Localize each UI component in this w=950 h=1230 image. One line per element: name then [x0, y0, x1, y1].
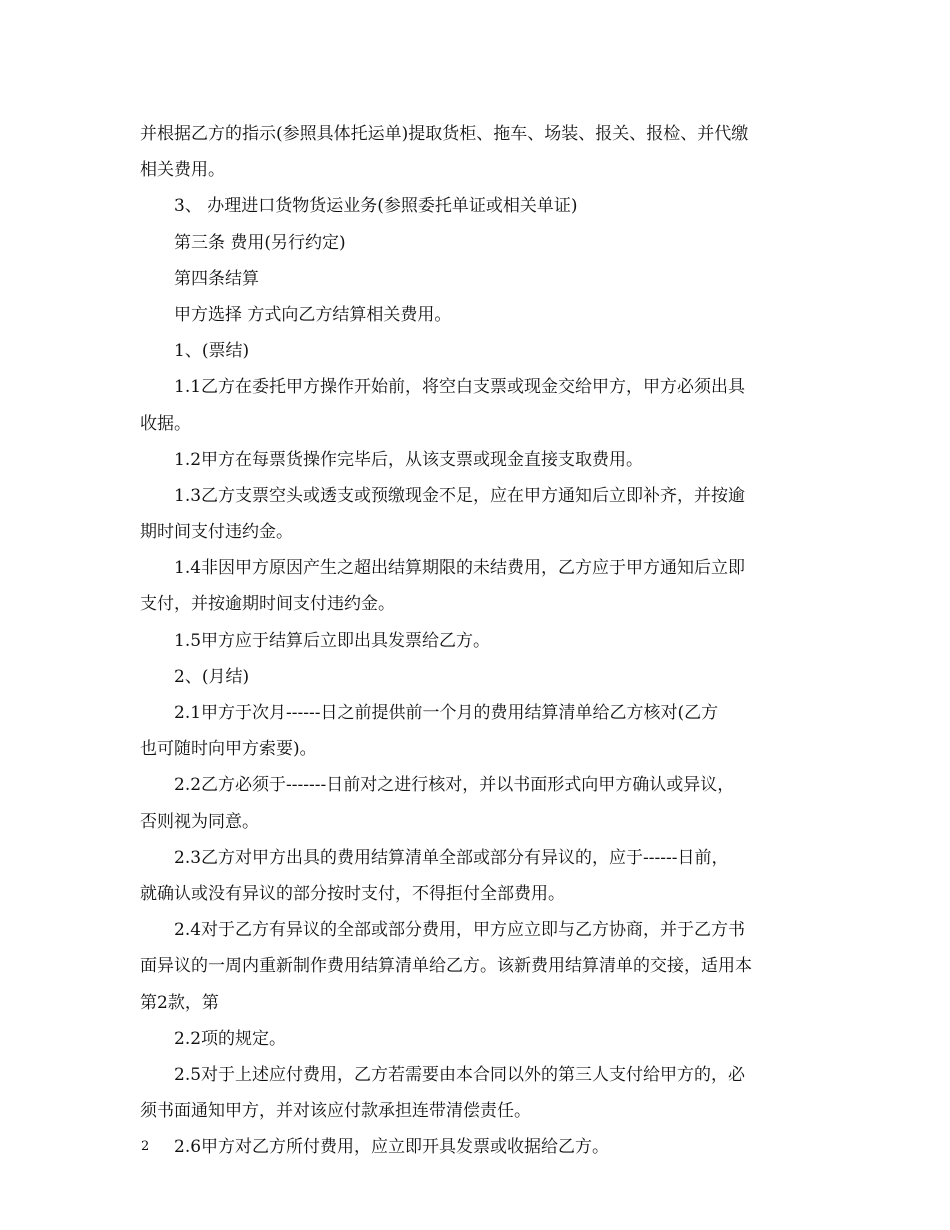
clause-2-2: 2.2乙方必须于-------日前对之进行核对，并以书面形式向甲方确认或异议， — [174, 775, 735, 796]
text-line-6: 甲方选择 方式向乙方结算相关费用。 — [174, 304, 452, 325]
section-1-heading: 1、(票结) — [174, 341, 250, 362]
clause-2-4-cont-2: 第2款，第 — [140, 992, 219, 1013]
article-3-heading: 第三条 费用(另行约定) — [174, 232, 346, 253]
page-number: 2 — [141, 1139, 150, 1154]
clause-1-5: 1.5甲方应于结算后立即出具发票给乙方。 — [174, 630, 491, 651]
clause-1-1: 1.1乙方在委托甲方操作开始前，将空白支票或现金交给甲方，甲方必须出具 — [174, 377, 746, 398]
document-body — [140, 116, 812, 1165]
clause-1-3: 1.3乙方支票空头或透支或预缴现金不足，应在甲方通知后立即补齐，并按逾 — [174, 485, 746, 506]
clause-2-3-cont: 就确认或没有异议的部分按时支付，不得拒付全部费用。 — [140, 883, 565, 904]
clause-2-4-cont-3: 2.2项的规定。 — [174, 1028, 287, 1049]
text-line-2: 相关费用。 — [140, 160, 225, 181]
clause-1-1-cont: 收据。 — [140, 413, 191, 434]
clause-2-3: 2.3乙方对甲方出具的费用结算清单全部或部分有异议的，应于------日前， — [174, 847, 729, 868]
clause-2-4-cont-1: 面异议的一周内重新制作费用结算清单给乙方。该新费用结算清单的交接，适用本 — [140, 956, 752, 977]
clause-2-5-cont: 须书面通知甲方，并对该应付款承担连带清偿责任。 — [140, 1101, 531, 1122]
clause-2-2-cont: 否则视为同意。 — [140, 811, 259, 832]
clause-2-1-cont: 也可随时向甲方索要)。 — [140, 739, 317, 760]
section-2-heading: 2、(月结) — [174, 666, 250, 687]
article-4-heading: 第四条结算 — [174, 268, 259, 289]
clause-2-5: 2.5对于上述应付费用，乙方若需要由本合同以外的第三人支付给甲方的，必 — [174, 1064, 746, 1085]
clause-2-1: 2.1甲方于次月------日之前提供前一个月的费用结算清单给乙方核对(乙方 — [174, 703, 719, 723]
text-line-1: 并根据乙方的指示(参照具体托运单)提取货柜、拖车、场装、报关、报检、并代缴 — [140, 124, 749, 144]
text-line-3: 3、 办理进口货物货运业务(参照委托单证或相关单证) — [174, 196, 578, 217]
clause-1-2: 1.2甲方在每票货操作完毕后，从该支票或现金直接支取费用。 — [174, 449, 644, 470]
clause-2-4: 2.4对于乙方有异议的全部或部分费用，甲方应立即与乙方协商，并于乙方书 — [174, 920, 746, 941]
clause-1-3-cont: 期时间支付违约金。 — [140, 522, 293, 543]
clause-1-4-cont: 支付，并按逾期时间支付违约金。 — [140, 594, 395, 615]
clause-2-6: 2.6甲方对乙方所付费用，应立即开具发票或收据给乙方。 — [174, 1137, 610, 1158]
clause-1-4: 1.4非因甲方原因产生之超出结算期限的未结费用，乙方应于甲方通知后立即 — [174, 558, 746, 579]
